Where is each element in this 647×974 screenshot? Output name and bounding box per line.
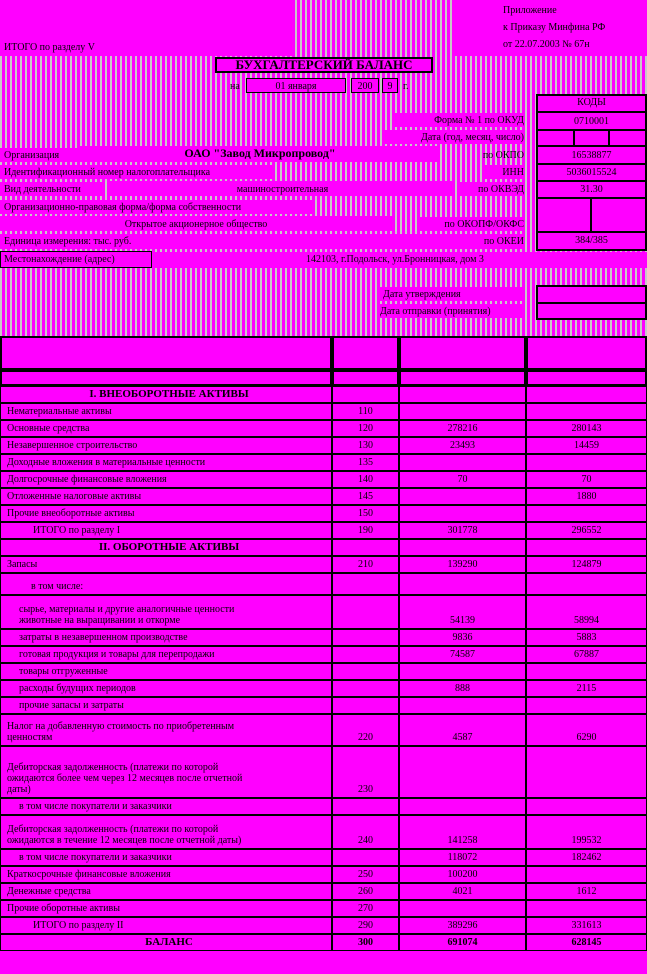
date-year-suffix: 9 — [387, 81, 393, 92]
table-row-label — [0, 454, 332, 471]
table-cell-end: 70 — [526, 471, 647, 488]
table-row-label-line: Прочие оборотные активы — [7, 903, 120, 914]
okopf-label: по ОКОПФ/ОКФС — [444, 219, 524, 230]
table-cell-end: 14459 — [526, 437, 647, 454]
okei-code: 384/385 — [575, 235, 608, 246]
address-label-box — [0, 251, 152, 268]
unit-label: Единица измерения: тыс. руб. — [4, 236, 132, 247]
codes-divider-3 — [538, 145, 645, 147]
form-label: Форма № 1 по ОКУД — [434, 115, 524, 126]
table-cell-code: 210 — [332, 556, 399, 573]
table-cell-end: 296552 — [526, 522, 647, 539]
table-cell-code — [332, 386, 399, 403]
table-row-label — [0, 746, 332, 798]
table-row-label-line: затраты в незавершенном производстве — [19, 632, 188, 643]
codes-divider-5 — [538, 180, 645, 182]
date-day-month: 01 января — [275, 81, 317, 92]
table-cell-end: 199532 — [526, 815, 647, 849]
activity-value: машиностроительная — [236, 184, 329, 195]
table-row-label-line: животные на выращивании и откорме — [19, 615, 181, 626]
approve-label: Дата утверждения — [383, 289, 461, 300]
activity-label: Вид деятельности — [4, 184, 81, 195]
table-cell-code: 110 — [332, 403, 399, 420]
table-row-label — [0, 595, 332, 629]
table-header-cell — [0, 336, 332, 370]
table-cell-code: 145 — [332, 488, 399, 505]
table-cell-start: 278216 — [399, 420, 526, 437]
table-row-label-line: в том числе покупатели и заказчики — [19, 801, 172, 812]
date-suffix: г. — [403, 81, 409, 92]
table-header-num — [526, 370, 647, 386]
table-cell-code: 220 — [332, 714, 399, 746]
codes-divider-1 — [538, 111, 645, 113]
table-row-label — [0, 437, 332, 454]
table-row-label-line: Дебиторская задолженность (платежи по которой — [7, 824, 219, 835]
table-cell-start: 141258 — [399, 815, 526, 849]
table-cell-code — [332, 646, 399, 663]
address-label: Местонахождение (адрес) — [4, 254, 115, 265]
table-cell-code: 130 — [332, 437, 399, 454]
org-name: ОАО "Завод Микропровод" — [184, 146, 336, 160]
inn-code: 5036015524 — [566, 167, 617, 178]
table-cell-code — [332, 595, 399, 629]
table-cell-start — [399, 798, 526, 815]
table-row-label-line: I. ВНЕОБОРОТНЫЕ АКТИВЫ — [89, 388, 249, 400]
table-cell-start: 888 — [399, 680, 526, 697]
balance-table — [0, 336, 647, 974]
table-row-label-line: Незавершенное строительство — [7, 440, 138, 451]
table-cell-end: 280143 — [526, 420, 647, 437]
table-row-label — [0, 505, 332, 522]
table-row-label — [0, 815, 332, 849]
table-row-label — [0, 697, 332, 714]
table-cell-start — [399, 663, 526, 680]
okpo-code: 16538877 — [571, 150, 612, 161]
table-cell-end: 67887 — [526, 646, 647, 663]
table-cell-start — [399, 454, 526, 471]
table-cell-start — [399, 573, 526, 595]
address-value: 142103, г.Подольск, ул.Бронницкая, дом 3 — [306, 254, 484, 265]
table-row-label-line: II. ОБОРОТНЫЕ АКТИВЫ — [98, 541, 240, 553]
table-cell-start: 100200 — [399, 866, 526, 883]
table-cell-code — [332, 663, 399, 680]
table-row-label — [0, 798, 332, 815]
appendix-line-3: от 22.07.2003 № 67н — [503, 39, 590, 50]
table-cell-start — [399, 746, 526, 798]
table-header-cell — [399, 336, 526, 370]
table-cell-start — [399, 386, 526, 403]
table-cell-end — [526, 798, 647, 815]
table-cell-code: 120 — [332, 420, 399, 437]
table-cell-code — [332, 849, 399, 866]
table-cell-code: 230 — [332, 746, 399, 798]
table-cell-end — [526, 663, 647, 680]
table-cell-code — [332, 697, 399, 714]
table-row-label-line: в том числе: — [31, 581, 84, 592]
sent-label: Дата отправки (принятия) — [380, 306, 491, 317]
table-cell-end — [526, 746, 647, 798]
table-cell-end — [526, 573, 647, 595]
table-row-label-line: ценностям — [7, 732, 53, 743]
table-row-label-line: Нематериальные активы — [7, 406, 112, 417]
table-row-label-line: расходы будущих периодов — [19, 683, 136, 694]
table-cell-start — [399, 900, 526, 917]
top-left-text: ИТОГО по разделу V — [4, 42, 95, 53]
table-cell-code: 190 — [332, 522, 399, 539]
okpo-label: по ОКПО — [482, 150, 524, 161]
codes-divider-2 — [538, 129, 645, 131]
table-row-label — [0, 900, 332, 917]
inn-tag: ИНН — [502, 167, 524, 178]
table-row-label-line: Прочие внеоборотные активы — [7, 508, 135, 519]
table-row-label — [0, 539, 332, 556]
table-row-label — [0, 866, 332, 883]
table-row-label — [0, 646, 332, 663]
table-cell-start: 4587 — [399, 714, 526, 746]
table-cell-code — [332, 539, 399, 556]
table-cell-start: 139290 — [399, 556, 526, 573]
table-row-label — [0, 663, 332, 680]
table-cell-end — [526, 454, 647, 471]
table-row-label-line: сырье, материалы и другие аналогичные ценности — [19, 604, 235, 615]
table-row-label-line: Денежные средства — [7, 886, 91, 897]
legal-form-label: Организационно-правовая форма/форма собственности — [4, 202, 242, 213]
table-row-label-line: Краткосрочные финансовые вложения — [7, 869, 171, 880]
okved-label: по ОКВЭД — [478, 184, 524, 195]
codes-header: КОДЫ — [577, 97, 606, 108]
table-cell-end — [526, 900, 647, 917]
appendix-line-2: к Приказу Минфина РФ — [503, 22, 606, 33]
legal-form-value: Открытое акционерное общество — [124, 219, 268, 230]
table-cell-code — [332, 680, 399, 697]
appendix-line-1: Приложение — [503, 5, 557, 16]
date-code-sep-1 — [573, 131, 575, 145]
okei-label: по ОКЕИ — [483, 236, 524, 247]
table-cell-code: 270 — [332, 900, 399, 917]
table-cell-code: 135 — [332, 454, 399, 471]
table-row-label — [0, 471, 332, 488]
table-row-label-line: Отложенные налоговые активы — [7, 491, 142, 502]
codes-divider-7 — [538, 231, 645, 233]
table-cell-code: 140 — [332, 471, 399, 488]
table-row-label-line: ИТОГО по разделу II — [33, 920, 124, 931]
table-row-label-line: прочие запасы и затраты — [19, 700, 124, 711]
table-row-label-line: Запасы — [7, 559, 38, 570]
table-cell-code — [332, 798, 399, 815]
table-cell-code: 250 — [332, 866, 399, 883]
table-row-label — [0, 573, 332, 595]
table-cell-end: 331613 — [526, 917, 647, 934]
table-row-label-line: Основные средства — [7, 423, 90, 434]
table-cell-end: 628145 — [526, 934, 647, 951]
date-label: Дата (год, месяц, число) — [421, 132, 524, 143]
table-header-num — [332, 370, 399, 386]
table-cell-code: 150 — [332, 505, 399, 522]
table-header-cell — [332, 336, 399, 370]
table-cell-start — [399, 403, 526, 420]
table-cell-code: 240 — [332, 815, 399, 849]
table-row-label — [0, 403, 332, 420]
date-year: 200 — [357, 81, 373, 92]
table-row-label-line: ИТОГО по разделу I — [33, 525, 121, 536]
table-row-label — [0, 714, 332, 746]
table-cell-end: 124879 — [526, 556, 647, 573]
table-row-label — [0, 917, 332, 934]
table-cell-end: 58994 — [526, 595, 647, 629]
table-cell-start: 118072 — [399, 849, 526, 866]
table-cell-end: 2115 — [526, 680, 647, 697]
table-row-label-line: БАЛАНС — [145, 936, 193, 948]
table-cell-start: 74587 — [399, 646, 526, 663]
table-cell-start — [399, 539, 526, 556]
table-cell-end: 1612 — [526, 883, 647, 900]
table-row-label — [0, 849, 332, 866]
table-cell-code — [332, 573, 399, 595]
table-cell-start: 54139 — [399, 595, 526, 629]
date-code-sep-2 — [608, 131, 610, 145]
table-row-label-line: ожидаются более чем через 12 месяцев после отчетной — [7, 773, 243, 784]
table-cell-code: 260 — [332, 883, 399, 900]
table-cell-end: 182462 — [526, 849, 647, 866]
table-row-label-line: Налог на добавленную стоимость по приобретенным — [7, 721, 235, 732]
table-cell-end — [526, 386, 647, 403]
table-header-cell — [526, 336, 647, 370]
table-row-label-line: Дебиторская задолженность (платежи по которой — [7, 762, 219, 773]
table-row-label-line: ожидаются в течение 12 месяцев после отчетной даты) — [7, 835, 242, 846]
table-cell-start: 9836 — [399, 629, 526, 646]
table-cell-start — [399, 505, 526, 522]
table-row-label — [0, 934, 332, 951]
table-cell-start: 389296 — [399, 917, 526, 934]
inn-label: Идентификационный номер налогоплательщика — [4, 167, 211, 178]
table-header-num — [0, 370, 332, 386]
table-row-label — [0, 883, 332, 900]
table-cell-start — [399, 488, 526, 505]
table-row-label — [0, 556, 332, 573]
table-row-label-line: даты) — [7, 784, 31, 795]
org-label: Организация — [4, 150, 60, 161]
table-row-label — [0, 488, 332, 505]
okved-code: 31.30 — [580, 184, 603, 195]
table-cell-end — [526, 866, 647, 883]
table-cell-end: 1880 — [526, 488, 647, 505]
table-cell-start: 691074 — [399, 934, 526, 951]
table-cell-start: 301778 — [399, 522, 526, 539]
table-cell-end — [526, 539, 647, 556]
codes-divider-4 — [538, 163, 645, 165]
form-code: 0710001 — [574, 116, 609, 127]
table-row-label-line: в том числе покупатели и заказчики — [19, 852, 172, 863]
okopf-code-sep — [590, 199, 592, 231]
table-cell-end: 6290 — [526, 714, 647, 746]
date-prefix: на — [230, 81, 240, 92]
table-row-label-line: Долгосрочные финансовые вложения — [7, 474, 167, 485]
table-cell-end — [526, 697, 647, 714]
table-cell-end — [526, 505, 647, 522]
table-header-num — [399, 370, 526, 386]
table-row-label — [0, 680, 332, 697]
table-row-label-line: Доходные вложения в материальные ценности — [7, 457, 206, 468]
table-cell-code — [332, 629, 399, 646]
table-cell-end — [526, 403, 647, 420]
table-cell-start — [399, 697, 526, 714]
table-row-label-line: товары отгруженные — [19, 666, 108, 677]
table-row-label — [0, 629, 332, 646]
approve-date-divider — [538, 302, 645, 304]
table-cell-start: 70 — [399, 471, 526, 488]
table-row-label — [0, 522, 332, 539]
table-cell-code: 290 — [332, 917, 399, 934]
table-cell-end: 5883 — [526, 629, 647, 646]
table-row-label-line: готовая продукция и товары для перепродажи — [19, 649, 215, 660]
document-title: БУХГАЛТЕРСКИЙ БАЛАНС — [235, 57, 413, 72]
table-cell-start: 23493 — [399, 437, 526, 454]
table-row-label — [0, 386, 332, 403]
table-row-label — [0, 420, 332, 437]
table-cell-code: 300 — [332, 934, 399, 951]
table-cell-start: 4021 — [399, 883, 526, 900]
